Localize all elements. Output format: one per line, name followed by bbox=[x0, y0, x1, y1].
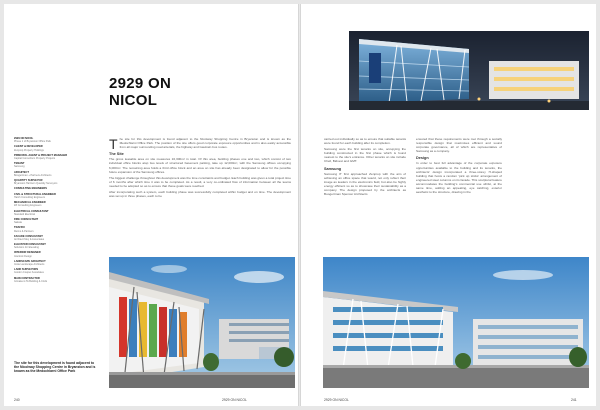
col2-paragraph-1: ensured that these requirements were met through a socially responsible design that maximises efficient and sound corporate governance, all of which are representative of Samsung as a company. bbox=[416, 137, 502, 154]
credit-name: Architect Mey & Associates bbox=[14, 237, 45, 241]
intro-paragraph: The site for this development is found adjacent to the Nicolway Shopping Centre in Bryanston and is known as the Medochlarni Office Park. The position of the site offers good corporate exposure opportunities and is also easily accessible from all major surrounding road arterials, the highway and Gautrain bus routes. bbox=[109, 136, 291, 152]
building-illustration-exterior bbox=[323, 257, 589, 388]
credit-role: TRAFFIC bbox=[14, 226, 26, 230]
credit-entry bbox=[14, 268, 98, 274]
credit-name: Samsung bbox=[14, 165, 25, 169]
site-paragraph-3: After incorporating such a system, each building phase was successfully completed within budget and on time. The development was set up in three phases, each to be bbox=[109, 190, 291, 199]
credit-name: Bryanston Harrison Quantity Surveyors bbox=[14, 182, 58, 186]
credit-entry bbox=[14, 260, 98, 266]
credit-role: MAIN CONTRACTOR bbox=[14, 276, 40, 280]
credit-name: Phase 1 of Bryanston Office Park bbox=[14, 140, 51, 144]
col1-paragraph-1: carried out individually so as to ensure that suitable tenants were found for each building after its completion. bbox=[324, 137, 406, 146]
credit-name: Hatch Consulting Engineers bbox=[14, 195, 45, 199]
building-photo-daytime bbox=[109, 257, 295, 388]
site-heading: The Site bbox=[109, 152, 124, 157]
drop-cap: T bbox=[109, 136, 118, 152]
credit-role: TENANT bbox=[14, 162, 25, 166]
building-photo-exterior bbox=[323, 257, 589, 388]
credit-name: Insite Landscape Architects bbox=[14, 263, 45, 267]
credit-entry bbox=[14, 201, 98, 207]
credit-role: LANDSCAPE ARCHITECT bbox=[14, 259, 46, 263]
credit-entry bbox=[14, 243, 98, 249]
credit-entry bbox=[14, 179, 98, 185]
credit-role: FIRE CONSULTANT bbox=[14, 217, 39, 221]
left-page bbox=[4, 4, 298, 406]
intro-caption: The site for this development is found adjacent to the Nicolway Shopping Centre in Bryanston and is known as the Medochlarni Office Park bbox=[14, 361, 96, 374]
body-text-col-2 bbox=[416, 137, 502, 196]
credit-entry bbox=[14, 171, 98, 177]
building-illustration-daytime bbox=[109, 257, 295, 388]
credit-entry bbox=[14, 193, 98, 199]
credit-name: Boogertman + Partners Architects bbox=[14, 173, 52, 177]
credit-entry bbox=[14, 218, 98, 224]
credit-role: PRINCIPAL AGENT & PROJECT MANAGER bbox=[14, 153, 68, 157]
credit-entry bbox=[14, 226, 98, 232]
credit-entry bbox=[14, 235, 98, 241]
credit-role: CONSULTING ENGINEERS bbox=[14, 187, 47, 191]
credit-entry bbox=[14, 187, 98, 190]
footer-page-number-left: 240 bbox=[14, 398, 20, 402]
body-text-left bbox=[109, 137, 291, 200]
credit-entry bbox=[14, 137, 98, 143]
col2-paragraph-2: In order to best full advantage of the corporate exposure opportunities available to the building and its tenants, the architects' design incorporated a three-storey H-shaped building that hosts a random 'pick up sticks' arrangement of engineered steel columns on its facade. This sculptural feature accommodates the building's commercial use whilst, at the same time, adding an appealing, eye catching, exterior aesthetic to the structure, drawing in the bbox=[416, 161, 502, 195]
credit-role: ELEVATOR CONSULTANT bbox=[14, 243, 46, 247]
footer-title-right: 2929 ON NICOL bbox=[324, 398, 349, 402]
credit-name: Solutions for Elevating bbox=[14, 246, 39, 250]
credit-role: INTERIOR DESIGNER bbox=[14, 251, 41, 255]
credit-name: Capital Consortium Property Projects bbox=[14, 156, 56, 160]
footer-title-left: 2929 ON NICOL bbox=[222, 398, 247, 402]
credit-role: QUANTITY SURVEYOR bbox=[14, 178, 43, 182]
credit-name: Zenprop Property Holdings bbox=[14, 148, 44, 152]
credit-role: LAND SURVEYORS bbox=[14, 268, 39, 272]
credit-role: ELECTRICAL CONSULTANT bbox=[14, 209, 49, 213]
site-paragraph-1: The gross leasable area on site measures 16,300m² in total. Of this area, building phases one and two, which consist of two individual office blocks atop two levels of structured basement parking, take up 12,000m², with the Samsung offices occupying 6,000m². The remaining area holds a third office block and an area on site has already been designated to allow for the possible future expansion of the Samsung offices. bbox=[109, 157, 291, 174]
credit-entry bbox=[14, 210, 98, 216]
credit-entry bbox=[14, 154, 98, 160]
credit-name: Gordon Cooper Associates bbox=[14, 271, 44, 275]
page-title bbox=[109, 75, 171, 109]
credit-entry bbox=[14, 277, 98, 283]
credit-role: FACADE CONSULTANT bbox=[14, 234, 43, 238]
credit-name: Reims & Partners bbox=[14, 229, 34, 233]
building-photo-night bbox=[349, 31, 589, 110]
credit-name: Standard Electrical bbox=[14, 212, 35, 216]
col1-paragraph-3: Samsung IT first approached Zenprop with the aim of achieving an office space that would, not only reflect their image as leaders in the electronics field, but also be highly energy efficient so as to showcase their sustainability as a company. The design proposed by the architects as Boogertman Spencer Architects bbox=[324, 171, 406, 197]
samsung-heading: Samsung bbox=[324, 166, 342, 171]
credit-entry bbox=[14, 251, 98, 257]
credit-name: Sakata bbox=[14, 221, 22, 225]
project-credits bbox=[14, 137, 98, 285]
title-line-2: NICOL bbox=[109, 92, 158, 109]
credit-role: 2929 ON NICOL bbox=[14, 137, 34, 140]
credit-name: Interlock Design bbox=[14, 254, 32, 258]
design-heading: Design bbox=[416, 156, 429, 161]
footer-page-number-right: 241 bbox=[571, 398, 577, 402]
credit-entry bbox=[14, 162, 98, 168]
credit-role: CLIENT & DEVELOPER bbox=[14, 145, 43, 149]
credit-role: ARCHITECT bbox=[14, 170, 29, 174]
col1-paragraph-2: Samsung were the first tenants on site, occupying the building constructed in the first phase which is found nearest to the site's entrance. Other tenants on site include Chell, Bidvest and GMT. bbox=[324, 147, 406, 164]
credit-role: CIVIL & STRUCTURAL ENGINEER bbox=[14, 192, 56, 196]
credit-role: MECHANICAL ENGINEER bbox=[14, 201, 46, 205]
credit-name: ZZ Consulting Engineers bbox=[14, 204, 42, 208]
credit-name: Grinaker-LTA Building & Civils bbox=[14, 279, 48, 283]
body-text-col-1 bbox=[324, 137, 406, 198]
right-page bbox=[301, 4, 596, 406]
building-illustration-night bbox=[349, 31, 589, 110]
credit-entry bbox=[14, 145, 98, 151]
title-line-1: 2929 ON bbox=[109, 75, 172, 92]
site-paragraph-2: The biggest challenge throughout this development was the time constraints and budget. Each building was given a total project time of 6 months after which time it was to be completed. As a result, a very co-ordinated flow of information between all the teams needed to be adopted so as to ensure that these goals were reached. bbox=[109, 175, 291, 188]
